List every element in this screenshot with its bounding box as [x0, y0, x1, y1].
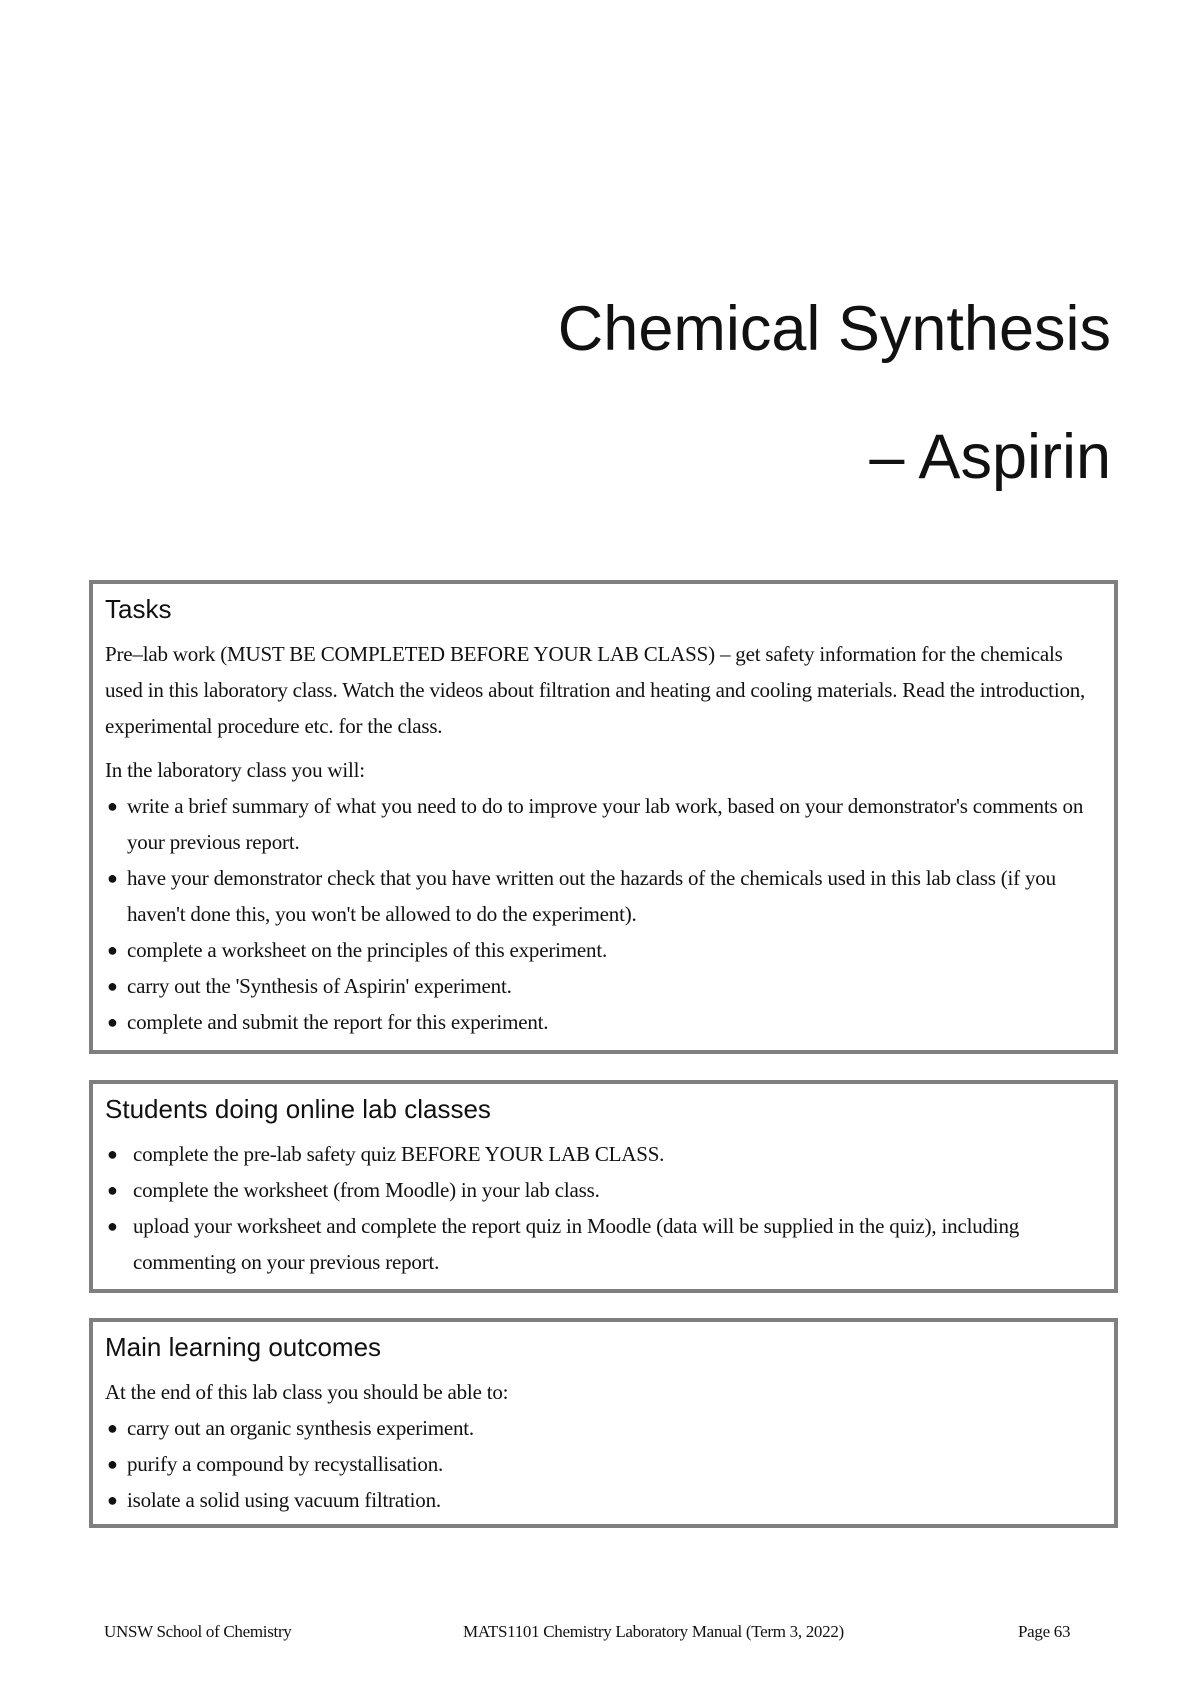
- footer-institution: UNSW School of Chemistry: [104, 1622, 292, 1641]
- bullet-icon: ●: [107, 868, 118, 888]
- list-item-text: have your demonstrator check that you have written out the hazards of the chemicals used in this lab class (if you haven't done this, you won't be allowed to do the experiment).: [127, 866, 1056, 926]
- list-item: [105, 788, 1102, 860]
- list-item-text: complete and submit the report for this experiment.: [127, 1010, 549, 1034]
- list-item: [105, 1446, 1102, 1482]
- bullet-icon: ●: [107, 940, 118, 960]
- list-item-text: complete the pre-lab safety quiz BEFORE YOUR LAB CLASS.: [133, 1142, 665, 1166]
- list-item: [105, 1208, 1102, 1280]
- list-item-text: complete a worksheet on the principles of this experiment.: [127, 938, 608, 962]
- outcomes-list: [105, 1410, 1102, 1518]
- prelab-paragraph: Pre–lab work (MUST BE COMPLETED BEFORE YOUR LAB CLASS) – get safety information for the chemicals used in this laboratory class. Watch the videos about filtration and heating and cooling materials. Read the introduction, experimental procedure etc. for the class.: [105, 642, 1086, 738]
- bullet-icon: ●: [107, 1216, 118, 1236]
- list-item: [105, 1482, 1102, 1518]
- footer-manual-title: MATS1101 Chemistry Laboratory Manual (Term 3, 2022): [463, 1622, 844, 1641]
- tasks-intro: In the laboratory class you will:: [105, 758, 365, 782]
- list-item-text: isolate a solid using vacuum filtration.: [127, 1488, 441, 1512]
- page-subtitle: – Aspirin: [869, 422, 1111, 492]
- bullet-icon: ●: [107, 1144, 118, 1164]
- tasks-heading: Tasks: [105, 594, 172, 624]
- outcomes-intro: At the end of this lab class you should be able to:: [105, 1380, 509, 1404]
- list-item-text: carry out an organic synthesis experiment.: [127, 1416, 474, 1440]
- list-item: [105, 1136, 1102, 1172]
- online-list: [105, 1136, 1102, 1280]
- online-heading: Students doing online lab classes: [105, 1094, 491, 1124]
- list-item: [105, 1410, 1102, 1446]
- bullet-icon: ●: [107, 1418, 118, 1438]
- tasks-list: [105, 788, 1102, 1040]
- bullet-icon: ●: [107, 1490, 118, 1510]
- bullet-icon: ●: [107, 796, 118, 816]
- tasks-box: [89, 580, 1118, 1054]
- list-item: [105, 968, 1102, 1004]
- list-item-text: upload your worksheet and complete the report quiz in Moodle (data will be supplied in the quiz), including commenting on your previous report.: [133, 1214, 1020, 1274]
- outcomes-heading: Main learning outcomes: [105, 1332, 382, 1362]
- bullet-icon: ●: [107, 976, 118, 996]
- bullet-icon: ●: [107, 1180, 118, 1200]
- list-item: [105, 932, 1102, 968]
- footer-page-number: Page 63: [1018, 1622, 1071, 1641]
- list-item: [105, 1004, 1102, 1040]
- page-title: Chemical Synthesis: [557, 294, 1111, 364]
- list-item-text: complete the worksheet (from Moodle) in your lab class.: [133, 1178, 600, 1202]
- learning-outcomes-box: [89, 1318, 1118, 1528]
- list-item-text: write a brief summary of what you need to do to improve your lab work, based on your demonstrator's comments on your previous report.: [127, 794, 1084, 854]
- list-item-text: purify a compound by recystallisation.: [127, 1452, 444, 1476]
- list-item-text: carry out the 'Synthesis of Aspirin' experiment.: [127, 974, 512, 998]
- list-item: [105, 1172, 1102, 1208]
- bullet-icon: ●: [107, 1454, 118, 1474]
- list-item: [105, 860, 1102, 932]
- online-classes-box: [89, 1080, 1118, 1293]
- bullet-icon: ●: [107, 1012, 118, 1032]
